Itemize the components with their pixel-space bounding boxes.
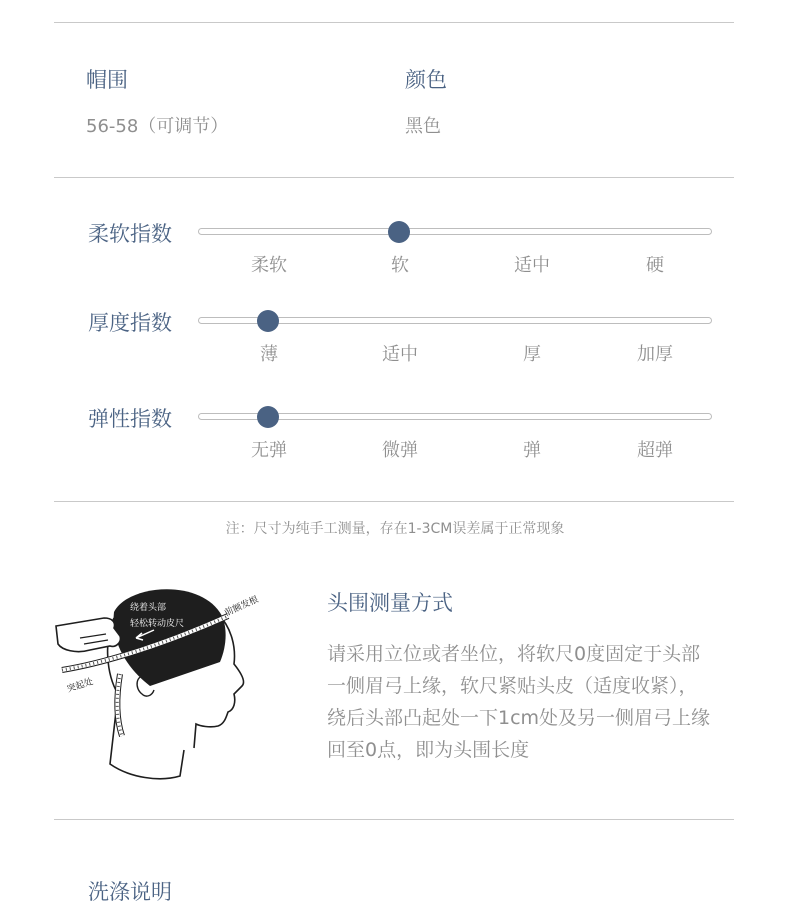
- color-value: 黑色: [405, 116, 441, 137]
- softness-tick: 软: [391, 255, 409, 276]
- color-label: 颜色: [405, 68, 447, 92]
- thickness-tick: 适中: [382, 344, 418, 365]
- elasticity-tick: 超弹: [637, 440, 673, 461]
- size-label: 帽围: [86, 68, 128, 92]
- softness-tick: 硬: [646, 255, 664, 276]
- elasticity-tick: 无弹: [251, 440, 287, 461]
- softness-track: [198, 228, 712, 235]
- label-around-head: 绕着头部: [130, 603, 167, 613]
- wash-title: 洗涤说明: [88, 880, 172, 904]
- thickness-title: 厚度指数: [88, 311, 172, 335]
- thickness-tick: 薄: [260, 344, 278, 365]
- head-measurement-illustration: [50, 578, 290, 788]
- size-value: 56-58（可调节）: [86, 116, 229, 137]
- elasticity-tick: 弹: [523, 440, 541, 461]
- thickness-knob: [257, 310, 279, 332]
- label-protrusion: 突起处: [65, 676, 95, 695]
- label-forehead: 前额发根: [223, 594, 261, 619]
- label-rotate-tape: 轻松转动皮尺: [130, 619, 185, 629]
- measure-desc-line: 请采用立位或者坐位，将软尺0度固定于头部: [327, 643, 701, 665]
- measure-title: 头围测量方式: [327, 591, 453, 615]
- softness-tick: 适中: [514, 255, 550, 276]
- elasticity-knob: [257, 406, 279, 428]
- measure-desc-line: 回至0点，即为头围长度: [327, 739, 530, 761]
- measurement-note: 注：尺寸为纯手工测量，存在1-3CM误差属于正常现象: [225, 521, 565, 537]
- softness-knob: [388, 221, 410, 243]
- divider-top: [54, 22, 734, 23]
- elasticity-title: 弹性指数: [88, 407, 172, 431]
- divider-specs: [54, 177, 734, 178]
- thickness-tick: 厚: [523, 344, 541, 365]
- divider-sliders: [54, 501, 734, 502]
- measure-desc-line: 绕后头部凸起处一下1cm处及另一侧眉弓上缘: [327, 707, 711, 729]
- softness-title: 柔软指数: [88, 222, 172, 246]
- thickness-tick: 加厚: [637, 344, 673, 365]
- divider-measure: [54, 819, 734, 820]
- elasticity-tick: 微弹: [382, 440, 418, 461]
- measure-desc-line: 一侧眉弓上缘，软尺紧贴头皮（适度收紧），: [327, 675, 698, 697]
- softness-tick: 柔软: [251, 255, 287, 276]
